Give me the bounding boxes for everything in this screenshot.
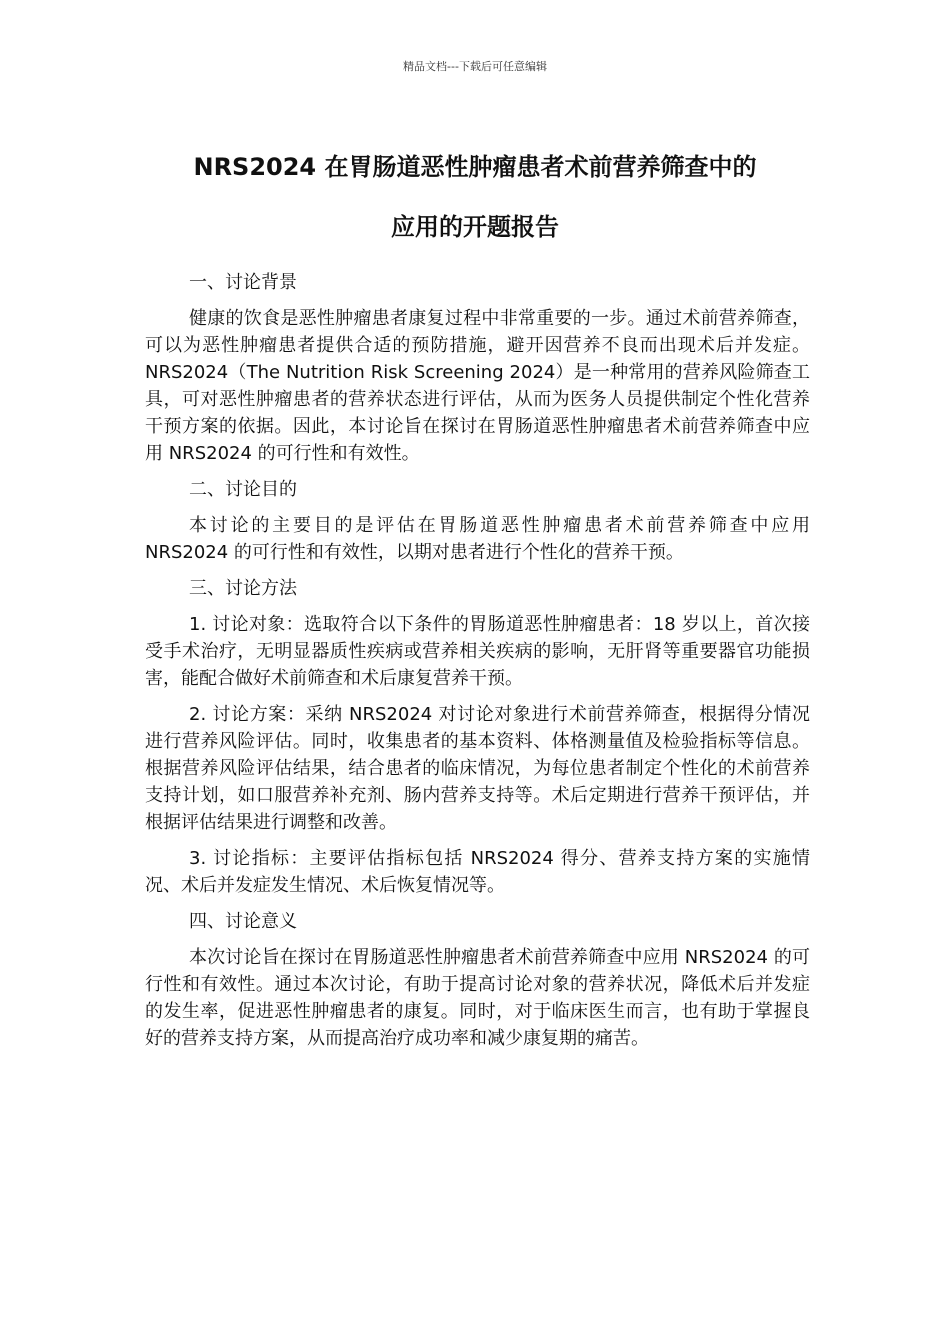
method-item-indicators: 3. 讨论指标：主要评估指标包括 NRS2024 得分、营养支持方案的实施情况、术后并发症发生情况、术后恢复情况等。 [145, 848, 810, 896]
title-line-1: NRS2024 在胃肠道恶性肿瘤患者术前营养筛查中的 [193, 153, 757, 181]
document-body [145, 269, 810, 1061]
document-title [100, 137, 850, 257]
paragraph-purpose: 本讨论的主要目的是评估在胃肠道恶性肿瘤患者术前营养筛查中应用 NRS2024 的可行性和有效性，以期对患者进行个性化的营养干预。 [145, 515, 810, 563]
section-heading-background: 一、讨论背景 [189, 272, 297, 293]
title-line-2: 应用的开题报告 [391, 213, 559, 241]
method-item-subjects: 1. 讨论对象：选取符合以下条件的胃肠道恶性肿瘤患者：18 岁以上，首次接受手术治疗，无明显器质性疾病或营养相关疾病的影响，无肝肾等重要器官功能损害，能配合做好术前筛查和术后康复营养干预。 [145, 614, 810, 689]
section-heading-methods: 三、讨论方法 [189, 578, 297, 599]
paragraph-background: 健康的饮食是恶性肿瘤患者康复过程中非常重要的一步。通过术前营养筛查，可以为恶性肿瘤患者提供合适的预防措施，避开因营养不良而出现术后并发症。NRS2024（The Nutrition Risk Screening 2024）是一种常用的营养风险筛查工具，可对恶性肿瘤患者的营养状态进行评估，从而为医务人员提供制定个性化营养干预方案的依据。因此，本讨论旨在探讨在胃肠道恶性肿瘤患者术前营养筛查中应用 NRS2024 的可行性和有效性。 [145, 308, 810, 464]
method-item-plan: 2. 讨论方案：采纳 NRS2024 对讨论对象进行术前营养筛查，根据得分情况进行营养风险评估。同时，收集患者的基本资料、体格测量值及检验指标等信息。根据营养风险评估结果，结合患者的临床情况，为每位患者制定个性化的术前营养支持计划，如口服营养补充剂、肠内营养支持等。术后定期进行营养干预评估，并根据评估结果进行调整和改善。 [145, 704, 810, 833]
paragraph-significance: 本次讨论旨在探讨在胃肠道恶性肿瘤患者术前营养筛查中应用 NRS2024 的可行性和有效性。通过本次讨论，有助于提高讨论对象的营养状况，降低术后并发症的发生率，促进恶性肿瘤患者的康复。同时，对于临床医生而言，也有助于掌握良好的营养支持方案，从而提高治疗成功率和减少康复期的痛苦。 [145, 947, 810, 1049]
page-header: 精品文档---下载后可任意编辑 [403, 60, 547, 73]
section-heading-significance: 四、讨论意义 [189, 911, 297, 932]
section-heading-purpose: 二、讨论目的 [189, 479, 297, 500]
